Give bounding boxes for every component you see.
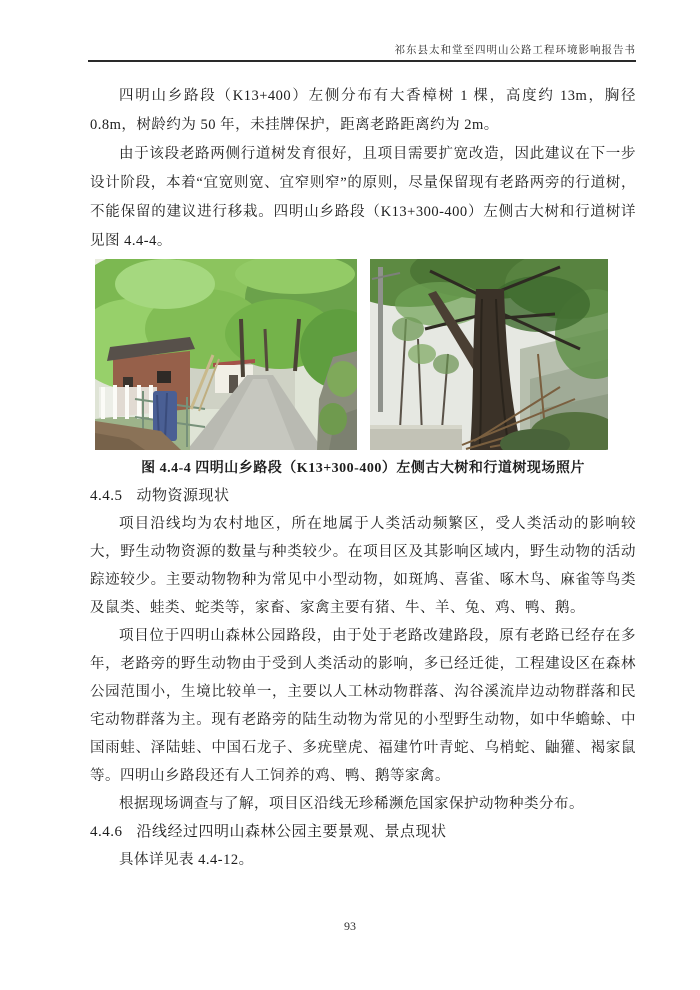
section-heading-4-4-6 bbox=[90, 818, 636, 846]
section-heading-4-4-5 bbox=[90, 482, 636, 510]
section-title: 动物资源现状 bbox=[136, 488, 230, 504]
paragraph-camphor-tree: 四明山乡路段（K13+400）左侧分布有大香樟树 1 棵，高度约 13m，胸径 0.8m，树龄约为 50 年，未挂牌保护，距离老路距离约为 2m。 bbox=[90, 88, 636, 133]
page-number: 93 bbox=[344, 919, 356, 933]
section-title: 沿线经过四明山森林公园主要景观、景点现状 bbox=[136, 824, 447, 840]
paragraph-forest-park-fauna: 项目位于四明山森林公园路段，由于处于老路改建路段，原有老路已经存在多年，老路旁的野生动物由于受到人类活动的影响，多已经迁徙，工程建设区在森林公园范围小，生境比较单一，主要以人工林动物群落、沟谷溪流岸边动物群落和民宅动物群落为主。现有老路旁的陆生动物为常见的小型野生动物，如中华蟾蜍、中国雨蛙、泽陆蛙、中国石龙子、多疣壁虎、福建竹叶青蛇、乌梢蛇、鼬獾、褐家鼠等。四明山乡路段还有人工饲养的鸡、鸭、鹅等家禽。 bbox=[90, 628, 636, 784]
section-number: 4.4.5 bbox=[90, 488, 123, 504]
figure-caption: 图 4.4-4 四明山乡路段（K13+300-400）左侧古大树和行道树现场照片 bbox=[141, 461, 585, 476]
paragraph-no-rare-species: 根据现场调查与了解，项目区沿线无珍稀濒危国家保护动物种类分布。 bbox=[119, 796, 584, 812]
paragraph-road-widening: 由于该段老路两侧行道树发育很好，且项目需要扩宽改造，因此建议在下一步设计阶段，本着“宜宽则宽、宜窄则窄”的原则，尽量保留现有老路两旁的行道树，不能保留的建议进行移栽。四明山乡路段（K13+300-400）左侧古大树和行道树详见图 4.4-4。 bbox=[90, 146, 636, 249]
paragraph-see-table: 具体详见表 4.4-12。 bbox=[119, 852, 254, 868]
paragraph-wildlife-overview: 项目沿线均为农村地区，所在地属于人类活动频繁区，受人类活动的影响较大，野生动物资源的数量与种类较少。在项目区及其影响区域内，野生动物的活动踪迹较少。主要动物物种为常见中小型动物，如斑鸠、喜雀、啄木鸟、麻雀等鸟类及鼠类、蛙类、蛇类等，家畜、家禽主要有猪、牛、羊、兔、鸡、鸭、鹅。 bbox=[90, 516, 636, 616]
page-header-title: 祁东县太和堂至四明山公路工程环境影响报告书 bbox=[394, 45, 636, 56]
ancient-tree-photo bbox=[370, 259, 608, 450]
section-number: 4.4.6 bbox=[90, 824, 123, 840]
page-content bbox=[90, 82, 636, 874]
road-street-trees-photo bbox=[95, 259, 357, 450]
header-divider bbox=[88, 60, 636, 62]
figure-4-4-4 bbox=[95, 259, 636, 450]
